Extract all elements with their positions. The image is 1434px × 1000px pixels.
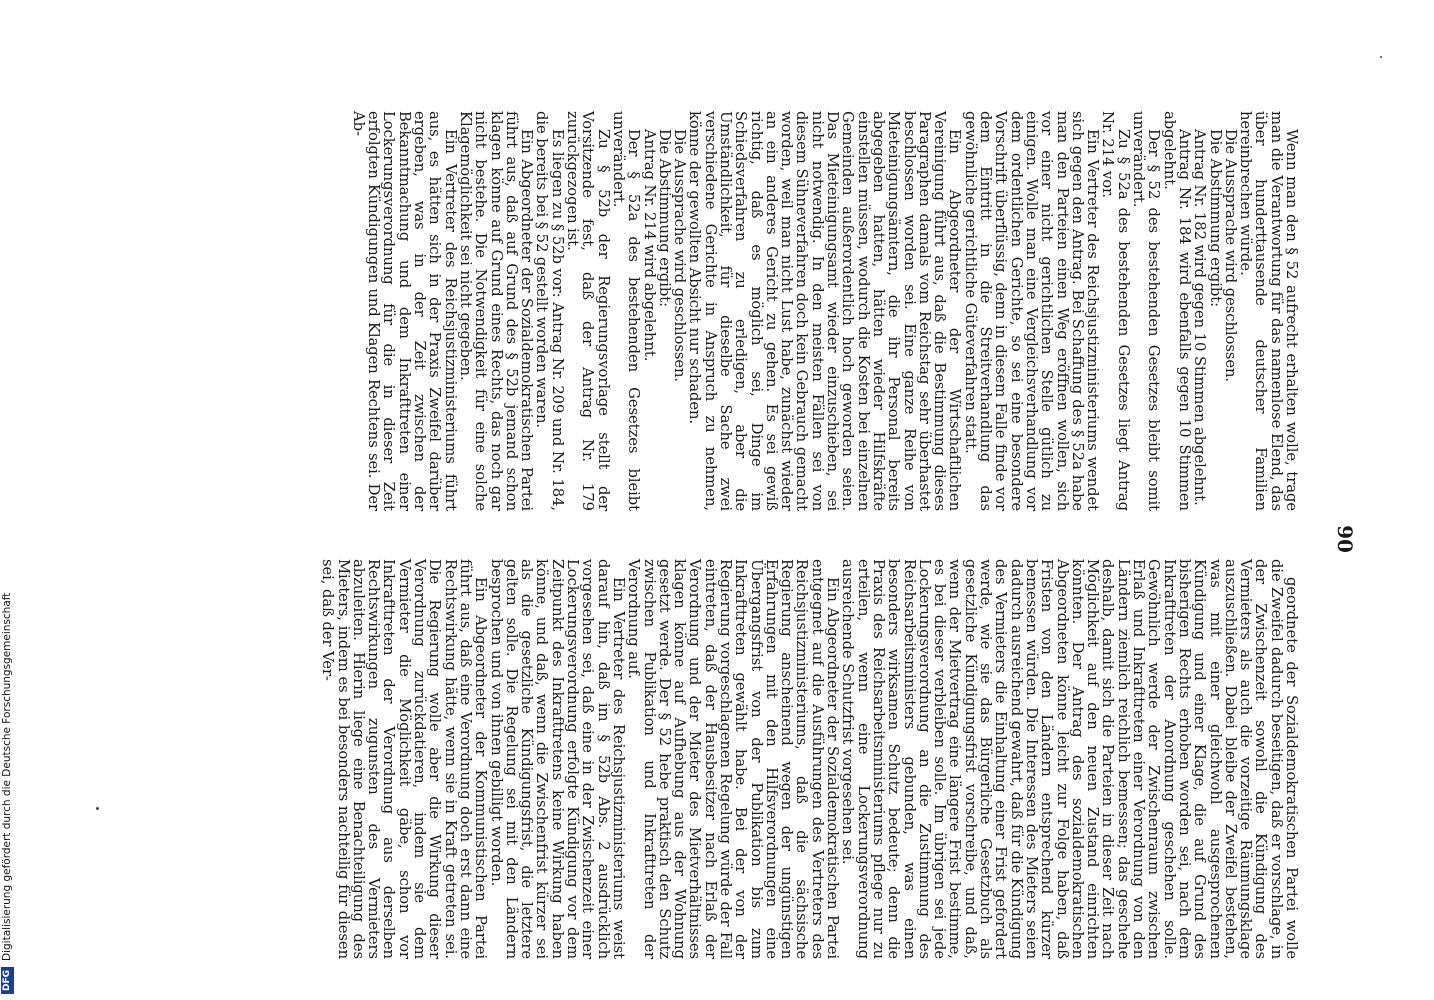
paragraph: Es liegen zu § 52b vor: Antrag Nr. 209 und Nr. 184, die bereits bei § 52 gestellt worden waren. [533,111,566,511]
paragraph: Ein Abgeordneter der Kommunistischen Partei führt aus, daß eine Verordnung doch erst dann eine Rechtswirkung hätte, wenn sie in Kraft getreten sei. Die Regierung wolle aber die Wirkung dieser Verordnung zurückdatieren, indem sie dem Vermieter die Möglichkeit gäbe, schon vor Inkrafttreten der Verordnung aus derselben Rechtswirkungen zugunsten des Vermieters abzuleiten. Hierin liege eine Benachteiligung des Mieters, indem es bei besonders nachteilig für diesen sei, daß der Ver- [319,559,490,959]
paragraph: Die Abstimmung ergibt: [655,129,673,308]
paragraph: Ein Abgeordneter der Wirtschaftlichen Vereinigung führt aus, daß die Bestimmung dieses Paragraphen damals vom Reichstag sehr überhastet beschlossen worden sei. Eine ganze Reihe von Mieteinigungsämtern, die ihr Personal bereits abgegeben hatten, hätten wieder Hilfskräfte einstellen müssen, wodurch die Kosten bei einzelnen Gemeinden außerordentlich hoch geworden seien. Das Mieteinigungsamt wieder einzuschieben, sei nicht notwendig. In den meisten Fällen sei von diesem Sühneverfahren doch kein Gebrauch gemacht worden, weil man nicht Lust habe, zunächst wieder an ein anderes Gericht zu gehen. Es sei gewiß richtig, daß es möglich sei, Dinge im Schiedsverfahren zu erledigen, aber die Umständlichkeit, für dieselbe Sache zwei verschiedene Gerichte in Anspruch zu nehmen, könne der gewollten Absicht nur schaden. [686,111,964,511]
paragraph: Zu § 52a des bestehenden Gesetzes liegt Antrag Nr. 214 vor. [1099,111,1132,511]
paragraph: Ein Vertreter des Reichsjustizministeriums führt aus, es hätten sich in der Praxis Zweifel darüber ergeben, was in der Zeit zwischen der Bekanntmachung und dem Inkrafttreten einer Lockerungsverordnung für die in dieser Zeit erfolgten Kündigungen und Klagen Rechtens sei. Der Ab- [349,111,459,511]
paragraph: Zu § 52b der Regierungsvorlage stellt der Vorsitzende fest, daß der Antrag Nr. 179 zurückgezogen ist. [564,111,612,511]
paragraph: Die Aussprache wird geschlossen. [1221,129,1239,383]
paragraph: Antrag Nr. 184 wird ebenfalls gegen 10 Stimmen abgelehnt. [1160,111,1193,511]
scan-speck [96,807,99,810]
paragraph: Die Abstimmung ergibt: [1206,129,1224,308]
dfg-logo: DFG [1,967,14,994]
right-column [320,559,1299,959]
footer-attribution [0,0,14,1000]
paragraph: Ein Abgeordneter der Sozialdemokratischen Partei entgegnet auf die Ausführungen des Vertreters des Reichsjustizministeriums, daß die sächsische Regierung anscheinend wegen der ungünstigen Erfahrungen mit den Hilfsverordnungen eine Übergangsfrist von der Publikation bis zum Inkrafttreten gewählt habe. Bei der von der Regierung vorgeschlagenen Regelung würde der Fall eintreten, daß der Hausbesitzer nach Erlaß der Verordnung und der Mieter des Mietverhältnisses klagen könne auf Aufhebung aus der Wohnung gesetzt werde. Der § 52 hebe praktisch den Schutz zwischen Publikation und Inkrafttreten der Verordnung auf. [625,559,842,959]
paragraph: Die Aussprache wird geschlossen. [671,129,689,383]
paragraph: Der § 52a des bestehenden Gesetzes bleibt unverändert. [609,111,643,511]
scan-speck [1380,56,1382,58]
paragraph: Wenn man den § 52 aufrecht erhalten wolle, trage man die Verantwortung für das namenlose Elend, das über hunderttausende deutscher Familien hereinbrechen würde. [1237,111,1300,511]
page-number: 90 [1333,525,1357,553]
paragraph: Der § 52 des bestehenden Gesetzes bleibt somit unverändert. [1130,111,1163,511]
paragraph: Ein Vertreter des Reichsjustizministeriums weist darauf hin, daß im § 52b Abs. 2 ausdrücklich vorgesehen sei, daß eine in der Zwischenzeit einer Lockerungsverordnung erfolgte Kündigung vor dem Zeitpunkt des Inkrafttretens keine Wirkung haben könne, und daß, wenn die Zwischenfrist kürzer sei als die gesetzliche Kündigungsfrist, die letztere gelten solle. Die Regelung sei mit den Ländern besprochen und von ihnen gebilligt worden. [487,559,627,959]
paragraph: Antrag Nr. 214 wird abgelehnt. [640,129,658,362]
paragraph: Antrag Nr. 182 wird gegen 10 Stimmen abgelehnt. [1191,129,1209,506]
document-page [142,89,1367,989]
footer-text: Digitalisierung gefördert durch die Deutsche Forschungsgemeinschaft [1,592,13,961]
paragraph: Ein Vertreter des Reichsjustizministeriums wendet sich gegen den Antrag. Bei Schaffung des § 52a habe man den Parteien einen Weg eröffnen wollen, sich vor einer nicht gerichtlichen Stelle gütlich zu einigen. Wolle man eine Vergleichsverhandlung vor dem ordentlichen Gerichte, so sei eine besondere Vorschrift überflüssig, denn in diesem Falle finde vor dem Eintritt in die Streitverhandlung das gewöhnliche gerichtliche Güteverfahren statt. [961,111,1102,511]
paragraph: geordnete der Sozialdemokratischen Partei wolle die Zweifel dadurch beseitigen, daß er vorschlage, in der Zwischenzeit sowohl die Kündigung des Vermieters als auch die vorzeitige Räumungsklage auszuschließen. Dabei bleibe der Zweifel bestehen, was mit einer gleichwohl ausgesprochenen Kündigung und einer Klage, die auf Grund des bisherigen Rechts erhoben worden sei, nach dem Inkrafttreten der Anordnung geschehen solle. Gewöhnlich werde der Zwischenraum zwischen Erlaß und Inkrafttreten einer Verordnung von den Ländern ziemlich reichlich bemessen; das geschehe deshalb, damit sich die Parteien in dieser Zeit nach Möglichkeit auf den neuen Zustand einrichten könnten. Der Antrag des sozialdemokratischen Abgeordneten könne leicht zur Folge haben, daß Fristen von den Ländern entsprechend kürzer bemessen würden. Die Interessen des Mieters seien dadurch ausreichend gewahrt, daß für die Kündigung des Vermieters die Einhaltung einer Frist gefordert werde, wie sie das Bürgerliche Gesetzbuch als gesetzliche Kündigungsfrist vorschreibe, und daß, wenn der Mietvertrag eine längere Frist bestimme, es bei dieser verbleiben solle. Im übrigen sei jede Lockerungsverordnung an die Zustimmung des Reichsarbeitsministers gebunden, was einen besonders wirksamen Schutz bedeute; denn die Praxis des Reichsarbeitsministeriums pflege nur zu erteilen, wenn eine Lockerungsverordnung ausreichende Schutzfrist vorgesehen sei. [839,559,1300,959]
paragraph: Ein Abgeordneter der Sozialdemokratischen Partei führt aus, daß auf Grund des § 52b jemand schon klagen könne auf Grund eines Rechts, das noch gar nicht bestehe. Die Notwendigkeit für eine solche Klagemöglichkeit sei nicht gegeben. [456,111,536,511]
left-column [351,111,1299,511]
